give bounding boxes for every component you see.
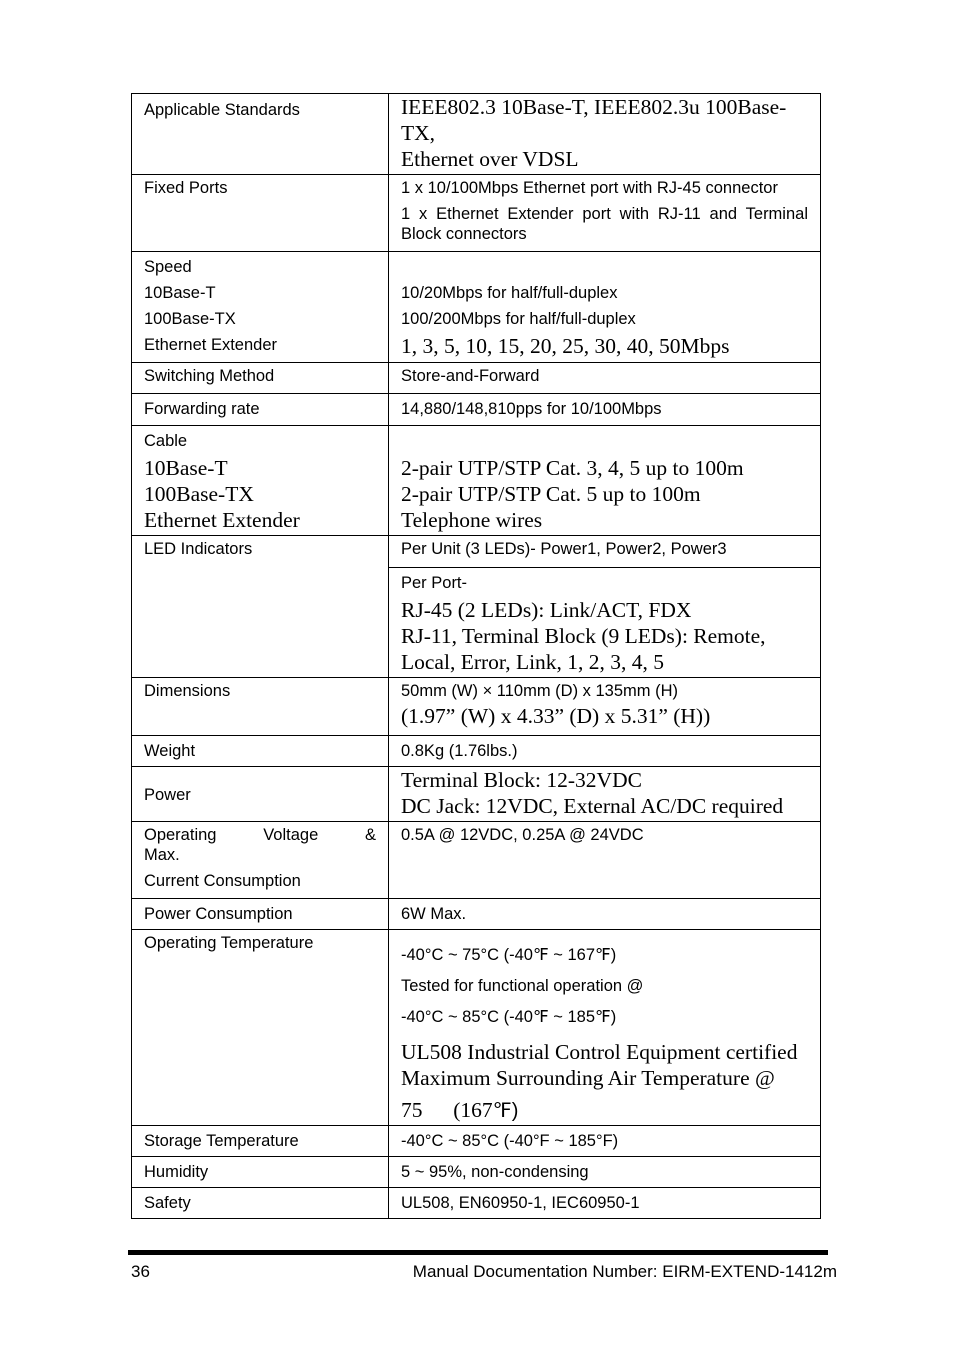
switching-method-value: Store-and-Forward [401, 367, 540, 385]
operating-voltage-label-b: Max. [144, 846, 180, 864]
cable-sub-100base-tx: 100Base-TX [144, 482, 254, 506]
spec-label [132, 94, 389, 175]
spec-value [389, 426, 821, 536]
operating-temp-tested: Tested for functional operation @ [401, 977, 644, 995]
operating-temp-range: -40°C ~ 75°C (-40℉ ~ 167℉) [401, 946, 617, 964]
power-label: Power [144, 785, 191, 804]
speed-sub-100base-tx: 100Base-TX [144, 310, 236, 328]
storage-temperature-value: -40°C ~ 85°C (-40°F ~ 185°F) [401, 1132, 619, 1150]
spec-value [389, 536, 821, 568]
speed-sub-10base-t: 10Base-T [144, 284, 216, 302]
led-rj45: RJ-45 (2 LEDs): Link/ACT, FDX [401, 598, 692, 622]
spec-value [389, 568, 821, 678]
weight-value: 0.8Kg (1.76lbs.) [401, 742, 518, 760]
spec-value [389, 822, 821, 899]
fixed-ports-value-1: 1 x 10/100Mbps Ethernet port with RJ-45 connector [401, 179, 778, 197]
applicable-standards-label: Applicable Standards [144, 101, 300, 119]
spec-label [132, 899, 389, 930]
led-per-unit: Per Unit (3 LEDs)- Power1, Power2, Power3 [401, 540, 727, 558]
table-row [132, 175, 821, 252]
spec-label [132, 736, 389, 767]
operating-temp-max-c: 75 [401, 1098, 423, 1122]
operating-voltage-label-c: Current Consumption [144, 872, 301, 890]
operating-voltage-label-a: Operating Voltage & [144, 826, 376, 844]
fixed-ports-value-2b: Block connectors [401, 225, 527, 243]
operating-temp-max-f: (167 [453, 1098, 493, 1122]
cable-value-1: 2-pair UTP/STP Cat. 3, 4, 5 up to 100m [401, 456, 744, 480]
spec-label [132, 252, 389, 363]
cable-sub-10base-t: 10Base-T [144, 456, 228, 480]
spec-value [389, 899, 821, 930]
cable-label: Cable [144, 432, 188, 450]
operating-temp-max-f-unit: ℉) [492, 1100, 519, 1122]
spec-value [389, 1157, 821, 1188]
operating-voltage-value: 0.5A @ 12VDC, 0.25A @ 24VDC [401, 826, 644, 844]
spec-label [132, 930, 389, 1126]
spec-label [132, 1126, 389, 1157]
table-row [132, 1126, 821, 1157]
operating-temp-max-air: Maximum Surrounding Air Temperature @ [401, 1066, 775, 1090]
humidity-label: Humidity [144, 1163, 209, 1181]
specifications-table [131, 93, 821, 1219]
power-consumption-label: Power Consumption [144, 905, 293, 923]
operating-temperature-label: Operating Temperature [144, 934, 314, 952]
table-row [132, 536, 821, 568]
spec-label [132, 175, 389, 252]
spec-label [132, 767, 389, 822]
table-row [132, 930, 821, 1126]
table-row [132, 394, 821, 426]
cable-sub-ethernet-extender: Ethernet Extender [144, 508, 300, 532]
spec-value [389, 363, 821, 394]
spec-value [389, 930, 821, 1126]
speed-value-1: 10/20Mbps for half/full-duplex [401, 284, 618, 302]
spec-label [132, 1188, 389, 1219]
forwarding-rate-label: Forwarding rate [144, 400, 260, 418]
applicable-standards-value-2: Ethernet over VDSL [401, 147, 579, 171]
spec-value [389, 252, 821, 363]
forwarding-rate-value: 14,880/148,810pps for 10/100Mbps [401, 400, 662, 418]
fixed-ports-label: Fixed Ports [144, 179, 228, 197]
applicable-standards-value-1: IEEE802.3 10Base-T, IEEE802.3u 100Base-TX, [401, 95, 787, 145]
spec-label [132, 394, 389, 426]
table-row [132, 94, 821, 175]
led-indicators-label: LED Indicators [144, 540, 253, 558]
operating-temp-tested-range: -40°C ~ 85°C (-40℉ ~ 185℉) [401, 1008, 617, 1026]
speed-sub-ethernet-extender: Ethernet Extender [144, 336, 277, 354]
dimensions-label: Dimensions [144, 682, 231, 700]
spec-value [389, 678, 821, 736]
footer-rule [128, 1250, 828, 1255]
spec-label [132, 822, 389, 899]
power-consumption-value: 6W Max. [401, 905, 467, 923]
operating-temp-ul508: UL508 Industrial Control Equipment certified [401, 1040, 798, 1064]
dimensions-metric: 50mm (W) × 110mm (D) x 135mm (H) [401, 682, 679, 700]
fixed-ports-value-2a: 1 x Ethernet Extender port with RJ-11 and Terminal [401, 205, 808, 223]
spec-value [389, 1188, 821, 1219]
spec-value [389, 175, 821, 252]
led-per-port: Per Port- [401, 574, 468, 592]
speed-value-3: 1, 3, 5, 10, 15, 20, 25, 30, 40, 50Mbps [401, 334, 730, 358]
table-row [132, 822, 821, 899]
speed-label: Speed [144, 258, 192, 276]
weight-label: Weight [144, 742, 196, 760]
spec-label [132, 678, 389, 736]
table-row [132, 363, 821, 394]
spec-value [389, 736, 821, 767]
speed-value-2: 100/200Mbps for half/full-duplex [401, 310, 636, 328]
table-row [132, 1188, 821, 1219]
spec-value [389, 94, 821, 175]
table-row [132, 1157, 821, 1188]
doc-number: Manual Documentation Number: EIRM-EXTEND-1412m [412, 1262, 837, 1281]
spec-value [389, 767, 821, 822]
spec-value [389, 394, 821, 426]
power-value-1: Terminal Block: 12-32VDC [401, 768, 642, 792]
cable-value-2: 2-pair UTP/STP Cat. 5 up to 100m [401, 482, 701, 506]
cable-value-3: Telephone wires [401, 508, 543, 532]
spec-value [389, 1126, 821, 1157]
table-row [132, 678, 821, 736]
table-row [132, 899, 821, 930]
switching-method-label: Switching Method [144, 367, 275, 385]
page-number: 36 [131, 1262, 150, 1281]
spec-label [132, 363, 389, 394]
power-value-2: DC Jack: 12VDC, External AC/DC required [401, 794, 784, 818]
storage-temperature-label: Storage Temperature [144, 1132, 299, 1150]
table-row [132, 767, 821, 822]
spec-label [132, 536, 389, 678]
spec-label [132, 426, 389, 536]
table-row [132, 252, 821, 363]
dimensions-imperial: (1.97” (W) x 4.33” (D) x 5.31” (H)) [401, 704, 711, 728]
humidity-value: 5 ~ 95%, non-condensing [401, 1163, 589, 1181]
spec-label [132, 1157, 389, 1188]
led-rj11-b: Local, Error, Link, 1, 2, 3, 4, 5 [401, 650, 665, 674]
table-row [132, 426, 821, 536]
led-rj11-a: RJ-11, Terminal Block (9 LEDs): Remote, [401, 624, 766, 648]
safety-label: Safety [144, 1194, 191, 1212]
safety-value: UL508, EN60950-1, IEC60950-1 [401, 1194, 640, 1212]
table-row [132, 736, 821, 767]
